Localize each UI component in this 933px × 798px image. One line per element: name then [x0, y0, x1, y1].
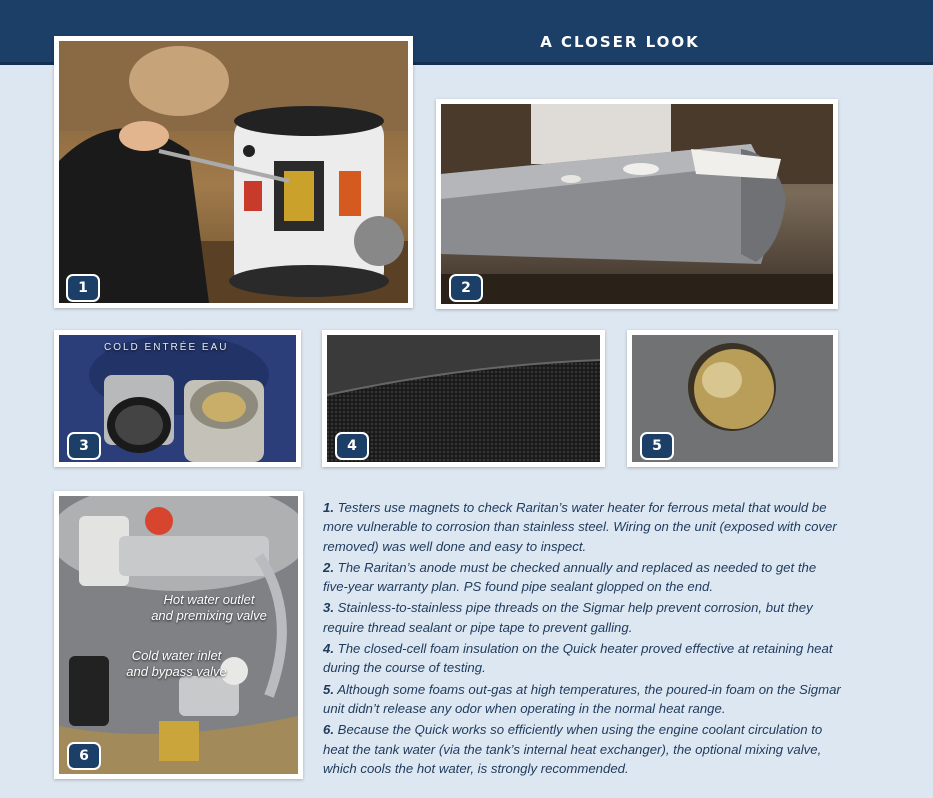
- photo-badge-5: 5: [640, 432, 674, 460]
- photo-badge-1: 1: [66, 274, 100, 302]
- caption-2: [323, 558, 843, 597]
- caption-text: The Raritan’s anode must be checked annually and replaced as needed to get the five-year warranty plan. PS found pipe sealant glopped on the end.: [323, 559, 817, 595]
- hot-water-label: Hot water outlet and premixing valve: [151, 592, 267, 623]
- caption-num: 3.: [323, 600, 334, 616]
- caption-text: Stainless-to-stainless pipe threads on the Sigmar help prevent corrosion, but they require thread sealant or pipe tape to prevent galling.: [323, 600, 813, 635]
- caption-1: [323, 498, 843, 556]
- page-title: A CLOSER LOOK: [540, 33, 700, 51]
- water-heater-illustration: [59, 41, 408, 303]
- pipe-label-text: COLD ENTRÉE EAU: [104, 342, 229, 353]
- photo-2: [436, 99, 838, 309]
- caption-text: The closed-cell foam insulation on the Quick heater proved effective at retaining heat during the course of testing.: [323, 641, 833, 676]
- caption-num: 5.: [323, 681, 334, 697]
- valve-assembly-illustration: [59, 496, 298, 774]
- photo-1: [54, 36, 413, 308]
- photo-badge-2: 2: [449, 274, 483, 302]
- photo-badge-6: 6: [67, 742, 101, 770]
- caption-5: [323, 680, 843, 719]
- caption-3: [323, 598, 843, 637]
- caption-text: Although some foams out-gas at high temperatures, the poured-in foam on the Sigmar unit didn’t release any odor when operating in the normal heat range.: [323, 681, 841, 716]
- caption-text: Because the Quick works so efficiently when using the engine coolant circulation to heat the tank water (via the tank’s internal heat exchanger), the optional mixing valve, which cools the hot water, is strongly recommended.: [323, 722, 823, 776]
- photo-badge-3: 3: [67, 432, 101, 460]
- photo-4: [322, 330, 605, 467]
- cold-water-label: Cold water inlet and bypass valve: [126, 648, 227, 679]
- caption-num: 2.: [323, 559, 334, 575]
- caption-text: Testers use magnets to check Raritan’s water heater for ferrous metal that would be more vulnerable to corrosion than stainless steel. Wiring on the unit (exposed with cover removed) was well done and easy to inspect.: [323, 500, 837, 554]
- anode-rod-illustration: [441, 104, 833, 304]
- caption-6: [323, 720, 843, 778]
- caption-num: 1.: [323, 500, 334, 515]
- caption-num: 4.: [323, 641, 334, 657]
- photo-5: [627, 330, 838, 467]
- caption-num: 6.: [323, 722, 334, 738]
- photo-6: [54, 491, 303, 779]
- photo-badge-4: 4: [335, 432, 369, 460]
- caption-list: [323, 498, 843, 780]
- caption-4: [323, 639, 843, 678]
- photo-3: [54, 330, 301, 467]
